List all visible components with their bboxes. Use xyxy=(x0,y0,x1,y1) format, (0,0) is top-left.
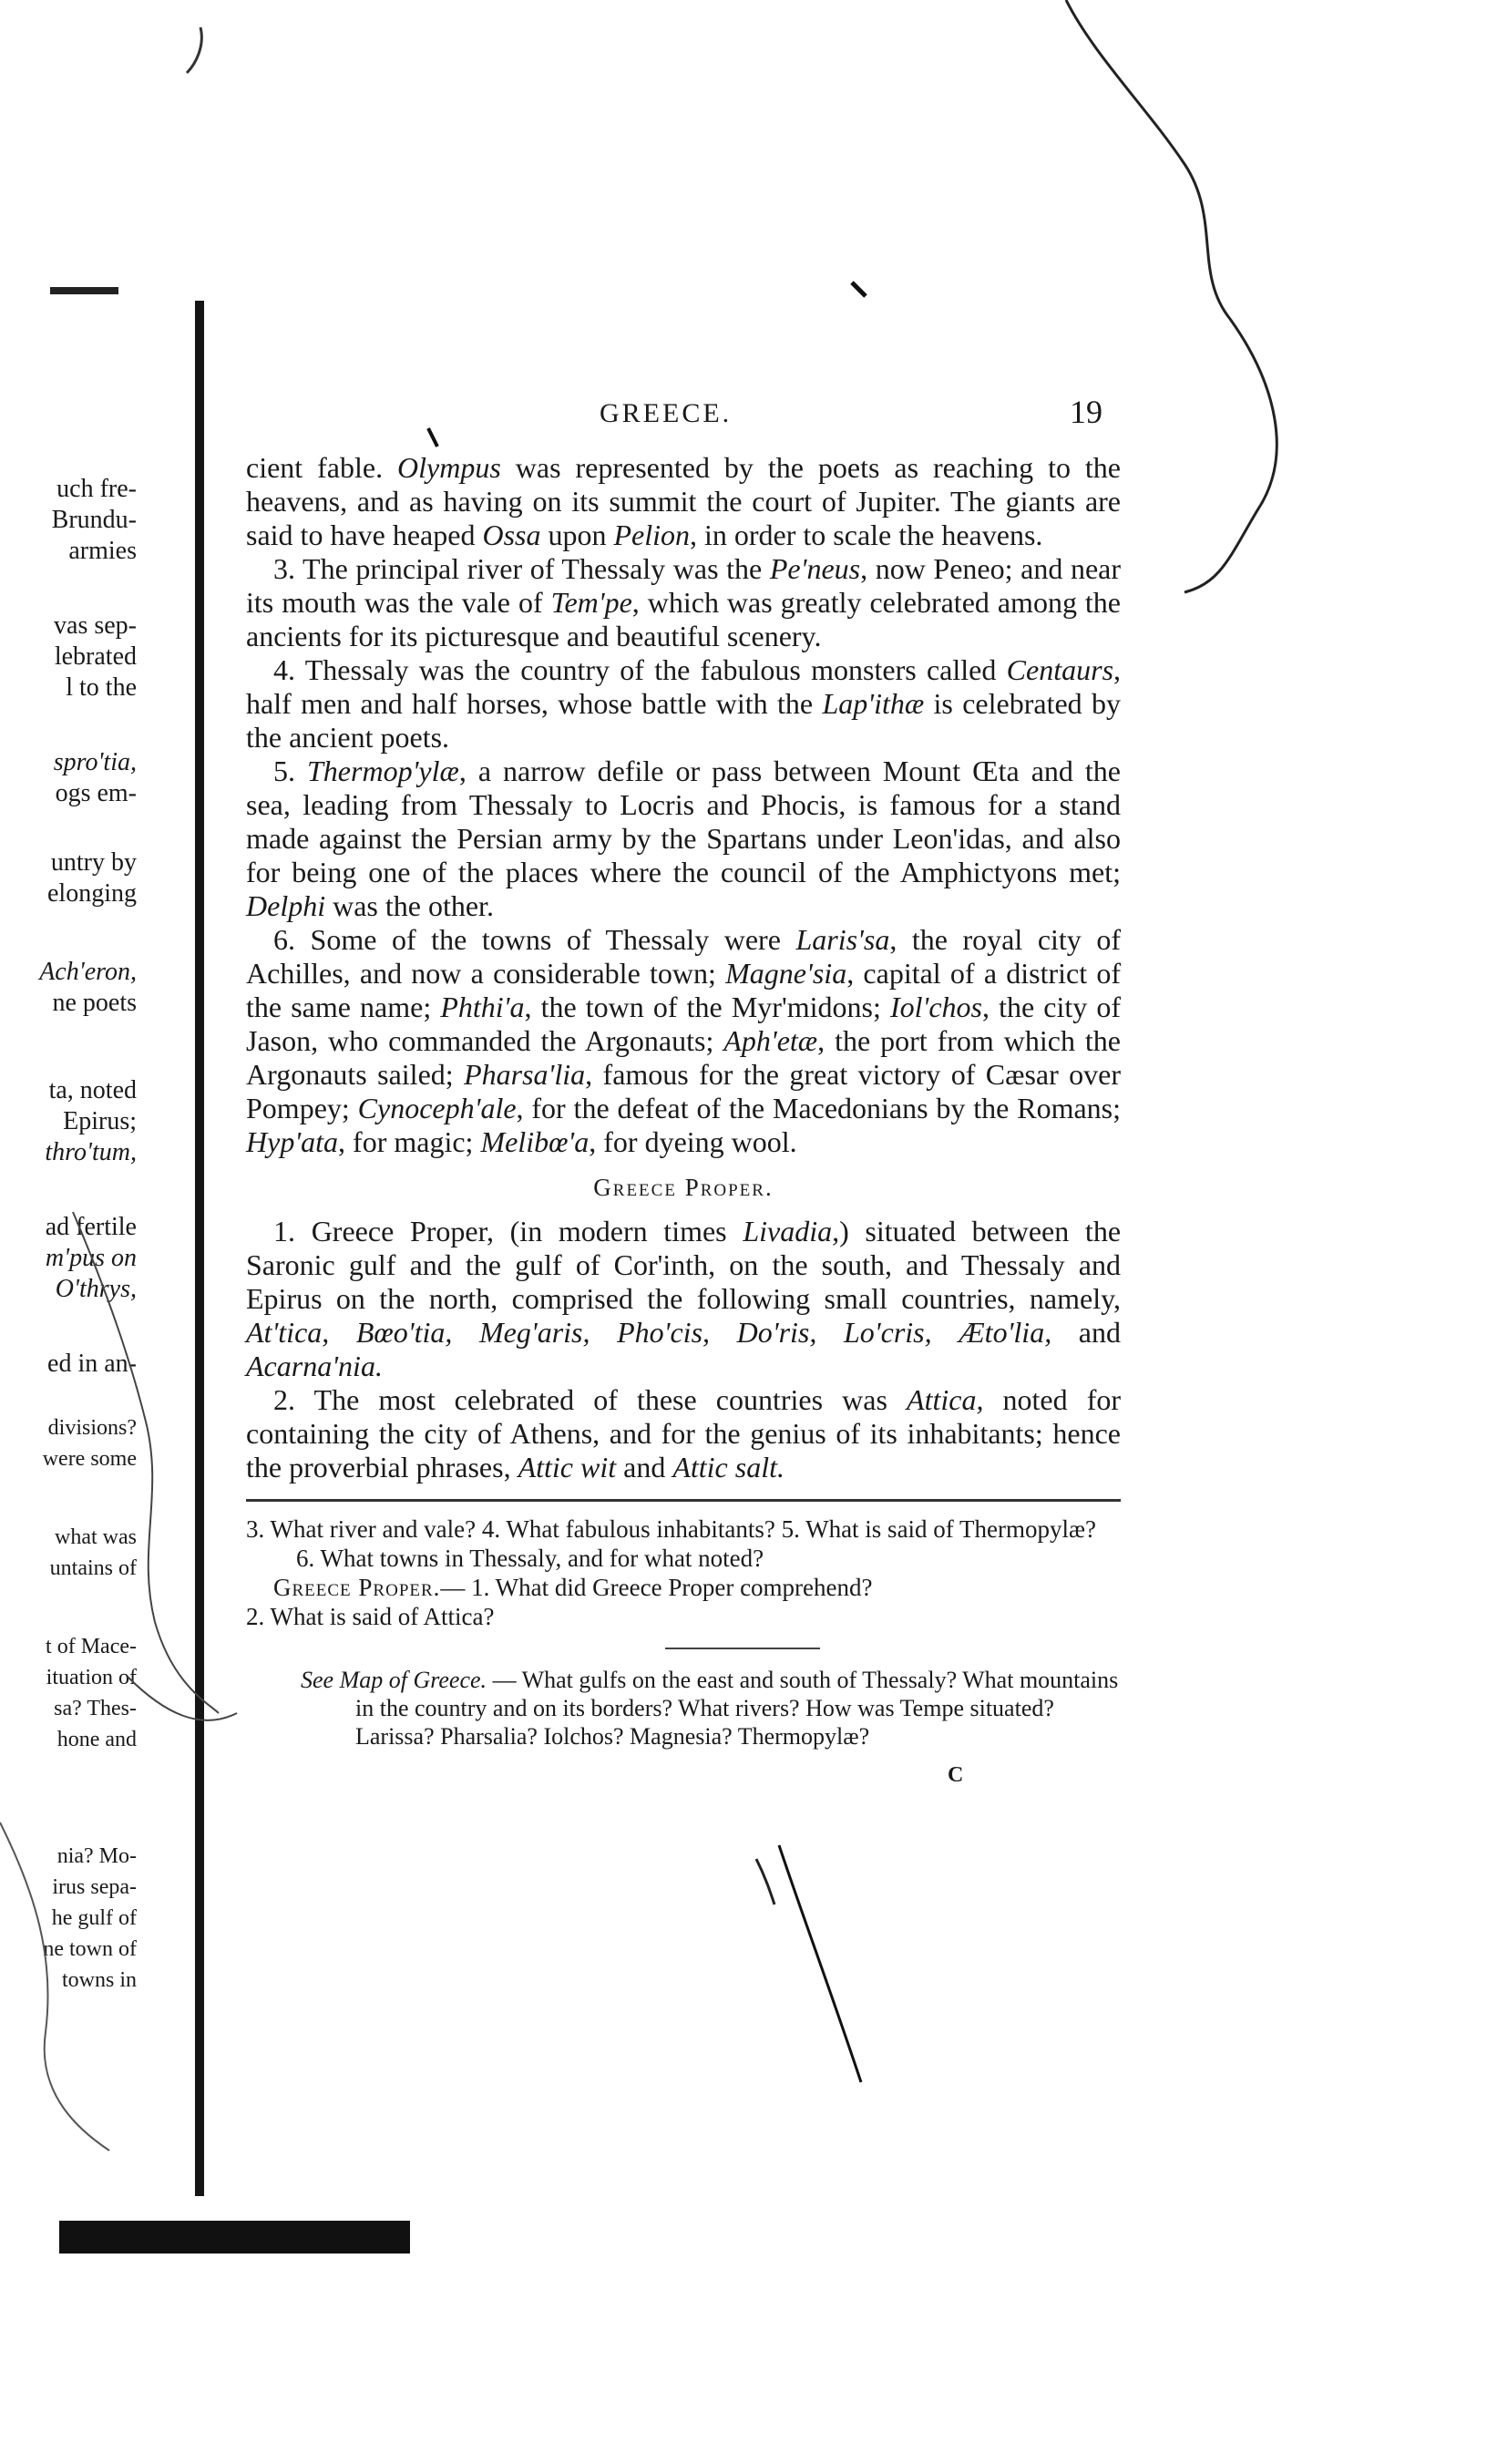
text-run: The principal river of Thessaly was the xyxy=(303,552,770,585)
section-heading: Greece Proper. xyxy=(593,1174,774,1201)
adjacent-page-fragment: thro'tum, xyxy=(45,1138,137,1166)
map-text: — What gulfs on the east and south of Thessaly? What mountains in the country and on its borders? What rivers? How was Tempe situated? Larissa? Pharsalia? Iolchos? Magnesia? Thermopylæ? xyxy=(355,1667,1119,1750)
italic-term: Livadia, xyxy=(743,1215,840,1247)
text-run: , for the defeat of the Macedonians by the Romans; xyxy=(516,1092,1122,1124)
italic-term: Thermop'ylæ xyxy=(307,755,459,787)
adjacent-page-fragment: Epirus; xyxy=(63,1107,137,1135)
adjacent-page-fragment: ituation of xyxy=(46,1666,137,1689)
signature-mark: C xyxy=(948,1763,964,1787)
paragraph xyxy=(246,923,1121,1159)
italic-term: Pharsa'lia xyxy=(464,1058,586,1091)
adjacent-page-fragment: lebrated xyxy=(54,642,137,671)
paragraph xyxy=(246,451,1121,552)
adjacent-page-fragment: he gulf of xyxy=(51,1906,137,1930)
question-line: 2. What is said of Attica? xyxy=(246,1603,495,1630)
short-rule xyxy=(665,1648,820,1649)
adjacent-page-fragment: sa? Thes- xyxy=(54,1697,137,1720)
footnote-rule xyxy=(246,1499,1121,1502)
italic-term: Cynoceph'ale xyxy=(357,1092,517,1124)
text-run: Greece Proper, (in modern times xyxy=(311,1215,744,1247)
question-text: — 1. What did Greece Proper comprehend? xyxy=(440,1574,873,1601)
italic-term: Centaurs xyxy=(1006,653,1114,686)
text-run: , which was greatly celebrated among the ancients for its picturesque and beautiful scenery. xyxy=(246,586,1121,652)
adjacent-page-fragment: t of Mace- xyxy=(46,1635,137,1658)
text-run: , famous for the great victory of Cæsar over Pompey; xyxy=(246,1058,1122,1124)
adjacent-page-fragment: spro'tia, xyxy=(53,748,137,776)
paragraph xyxy=(246,653,1121,755)
italic-term: Attic wit xyxy=(518,1451,617,1484)
text-run: , the royal city of Achilles, and now a considerable town; xyxy=(246,923,1122,990)
text-run: Thessaly was the country of the fabulous monsters called xyxy=(304,653,1007,686)
italic-term: Delphi xyxy=(246,889,326,922)
text-run: , for magic; xyxy=(338,1125,481,1158)
text-run: and xyxy=(616,1451,673,1484)
adjacent-page-fragment: what was xyxy=(55,1525,137,1549)
adjacent-page-fragment: untry by xyxy=(50,848,137,877)
adjacent-page-fragment: ta, noted xyxy=(48,1076,137,1104)
section-text xyxy=(246,1215,1121,1484)
adjacent-page-fragment: armies xyxy=(68,537,137,565)
text-run: The most celebrated of these countries was xyxy=(313,1383,908,1416)
text-run: Some of the towns of Thessaly were xyxy=(310,923,796,956)
paragraph xyxy=(246,755,1121,923)
text-run: , capital of a district of the same name; xyxy=(246,957,1122,1023)
text-run: noted for containing the city of Athens, and for the genius of its inhabitants; hence the proverbial phrases, xyxy=(246,1383,1122,1484)
italic-term: At'tica, Bœo'tia, Meg'aris, Pho'cis, Do'ris, Lo'cris, Æto'lia, xyxy=(246,1316,1052,1349)
paragraph-number: 1. xyxy=(273,1215,312,1247)
paragraph xyxy=(246,1383,1121,1484)
italic-term: Hyp'ata xyxy=(246,1125,339,1158)
adjacent-page-fragment: irus sepa- xyxy=(52,1875,137,1899)
paragraph-number: 3. xyxy=(273,552,303,585)
adjacent-page-fragment: Ach'eron, xyxy=(39,958,137,986)
text-run: cient fable. xyxy=(246,451,398,484)
paragraph xyxy=(246,552,1121,653)
running-head-title: GREECE. xyxy=(600,398,733,428)
main-text xyxy=(246,451,1121,1159)
paragraph xyxy=(246,1215,1121,1383)
adjacent-page-fragment: l to the xyxy=(66,673,137,702)
text-run: , in order to scale the heavens. xyxy=(690,518,1043,551)
adjacent-page-fragment: were some xyxy=(42,1447,137,1471)
adjacent-page-fragment: Brundu- xyxy=(51,506,137,534)
italic-term: Laris'sa xyxy=(795,923,890,956)
italic-term: Pe'neus xyxy=(769,552,861,585)
text-run: , half men and half horses, whose battle with the xyxy=(246,653,1122,720)
study-questions xyxy=(246,1514,1121,1631)
italic-term: Aph'etæ xyxy=(723,1024,818,1057)
map-question-line xyxy=(301,1666,1121,1750)
italic-term: Acarna'nia. xyxy=(246,1350,383,1382)
italic-term: Lap'ithæ xyxy=(822,687,925,720)
italic-term: Magne'sia xyxy=(725,957,847,990)
adjacent-page-fragment: towns in xyxy=(61,1968,137,1992)
running-head xyxy=(246,387,1121,442)
adjacent-page-fragment: elonging xyxy=(47,879,137,908)
paragraph-number: 4. xyxy=(273,653,305,686)
paragraph-number: 5. xyxy=(273,755,307,787)
italic-term: Ossa xyxy=(482,518,541,551)
text-run: ) situated between the Saronic gulf and the gulf of Cor'inth, on the south, and Thessaly and Epirus on the north, comprised the following small countries, namely, xyxy=(246,1215,1122,1315)
adjacent-page-fragment: untains of xyxy=(49,1556,137,1580)
text-run: , for dyeing wool. xyxy=(589,1125,797,1158)
adjacent-page-fragment: ne town of xyxy=(43,1937,137,1961)
map-label: See Map of Greece. xyxy=(301,1667,487,1693)
italic-term: Phthi'a xyxy=(440,991,525,1023)
italic-term: Olympus xyxy=(397,451,501,484)
text-run: , the city of Jason, who commanded the Argonauts; xyxy=(246,991,1122,1057)
text-run: was the other. xyxy=(325,889,494,922)
text-run: is celebrated by the ancient poets. xyxy=(246,687,1122,754)
adjacent-page-fragment: vas sep- xyxy=(54,611,137,640)
adjacent-page-fragment: nia? Mo- xyxy=(56,1844,137,1868)
question-line xyxy=(246,1573,1121,1602)
adjacent-page-fragment: divisions? xyxy=(47,1416,137,1440)
italic-term: Pelion xyxy=(613,518,690,551)
text-run: , the port from which the Argonauts sailed; xyxy=(246,1024,1122,1091)
text-run: , the town of the Myr'midons; xyxy=(524,991,890,1023)
adjacent-page-fragment: O'thrys, xyxy=(55,1275,137,1303)
text-run: was represented by the poets as reaching to the heavens, and as having on its summit the court of Jupiter. The giants are said to have heaped xyxy=(246,451,1122,551)
italic-term: Iol'chos xyxy=(889,991,982,1023)
text-run: and xyxy=(1051,1316,1122,1349)
question-label: Greece Proper. xyxy=(273,1574,441,1601)
paragraph-number: 6. xyxy=(273,923,311,956)
adjacent-page-fragment: uch fre- xyxy=(56,475,137,503)
italic-term: Attica, xyxy=(907,1383,984,1416)
italic-term: Tem'pe xyxy=(550,586,632,619)
adjacent-page-fragment: m'pus on xyxy=(45,1244,137,1272)
adjacent-page-fragment: ne poets xyxy=(52,989,137,1017)
page-number: 19 xyxy=(1070,394,1102,430)
map-question xyxy=(246,1666,1121,1750)
paragraph-number: 2. xyxy=(273,1383,314,1416)
italic-term: Attic salt. xyxy=(672,1451,785,1484)
adjacent-page-fragment: ed in an- xyxy=(47,1350,137,1378)
text-run: , a narrow defile or pass between Mount Œta and the sea, leading from Thessaly to Locris and Phocis, is famous for a stand made against the Persian army by the Spartans under Leon'idas, and also for being one of the places where the council of the Amphictyons met; xyxy=(246,755,1122,888)
adjacent-page-fragment: ogs em- xyxy=(55,779,137,807)
adjacent-page-fragment: hone and xyxy=(56,1728,137,1751)
book-page xyxy=(246,387,1121,1788)
text-run: , now Peneo; and near its mouth was the vale of xyxy=(246,552,1122,619)
question-line: 3. What river and vale? 4. What fabulous inhabitants? 5. What is said of Thermopylæ? 6. What towns in Thessaly, and for what noted? xyxy=(246,1515,1097,1572)
text-run: upon xyxy=(540,518,614,551)
adjacent-page-fragment: ad fertile xyxy=(45,1213,137,1241)
italic-term: Melibœ'a xyxy=(480,1125,590,1158)
